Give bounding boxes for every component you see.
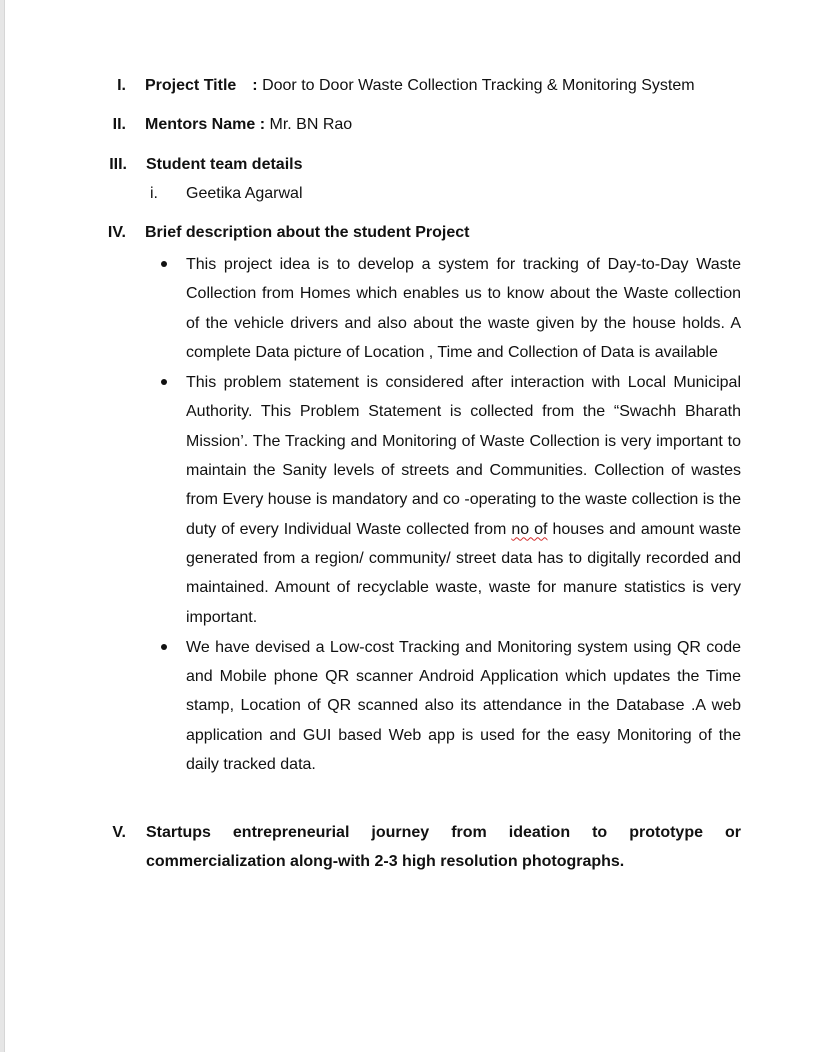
bullet-text: We have devised a Low-cost Tracking and Monitoring system using QR code and Mobile phone QR scanner Android Application which updates the Time stamp, Location of QR scanned also its attendance in the Database .A web application and GUI based Web app is used for the easy Monitoring of the daily tracked data. [186, 638, 741, 774]
startup-journey-label: Startups entrepreneurial journey from ideation to prototype or commercialization along-with 2-3 high resolution photographs. [146, 824, 741, 870]
bullet-text-part: This problem statement is considered after interaction with Local Municipal Authority. This Problem Statement is collected from the “Swachh Bharath Mission’. The Tracking and Monitoring of Waste Collection is very important to maintain the Sanity levels of streets and Communities. Collection of wastes from Every house is mandatory and co -operating to the waste collection is the duty of every Individual Waste collected from [186, 374, 741, 538]
team-member-number: i. [150, 185, 158, 202]
section-numeral: II. [112, 116, 126, 133]
mentors-name-label: Mentors Name : [145, 116, 266, 133]
section-numeral: I. [117, 77, 126, 94]
student-team-label: Student team details [146, 156, 303, 173]
bullet-text-part: houses and amount waste generated from a region/ community/ street data has to digitally recorded and maintained. Amount of recyclable waste, waste for manure statistics is very important. [186, 520, 741, 626]
section-content [146, 818, 741, 876]
list-item [0, 633, 827, 779]
brief-description-label: Brief description about the student Project [145, 224, 470, 241]
bullet-text: This project idea is to develop a system for tracking of Day-to-Day Waste Collection from Homes which enables us to know about the Waste collection of the vehicle drivers and also about the waste given by the house holds. A complete Data picture of Location , Time and Collection of Data is available [186, 256, 741, 361]
bullet-icon [161, 379, 167, 385]
section-content [145, 76, 741, 96]
project-title-value: Door to Door Waste Collection Tracking & Monitoring System [262, 77, 695, 94]
bullet-icon [161, 644, 167, 650]
project-title-separator: : [252, 77, 258, 94]
section-numeral: V. [112, 824, 126, 841]
bullet-text [186, 368, 741, 632]
list-item [0, 368, 827, 632]
bullet-icon [161, 261, 167, 267]
team-member-name: Geetika Agarwal [186, 185, 303, 202]
section-content [145, 115, 741, 135]
list-item [0, 250, 827, 367]
section-content [146, 155, 742, 175]
spellcheck-flagged-word[interactable]: no of [511, 520, 548, 538]
mentors-name-value: Mr. BN Rao [269, 116, 353, 133]
section-numeral: III. [109, 156, 127, 173]
description-bullet-list [0, 250, 827, 780]
project-title-label: Project Title [145, 77, 237, 94]
section-content [145, 223, 741, 243]
section-numeral: IV. [107, 224, 126, 241]
